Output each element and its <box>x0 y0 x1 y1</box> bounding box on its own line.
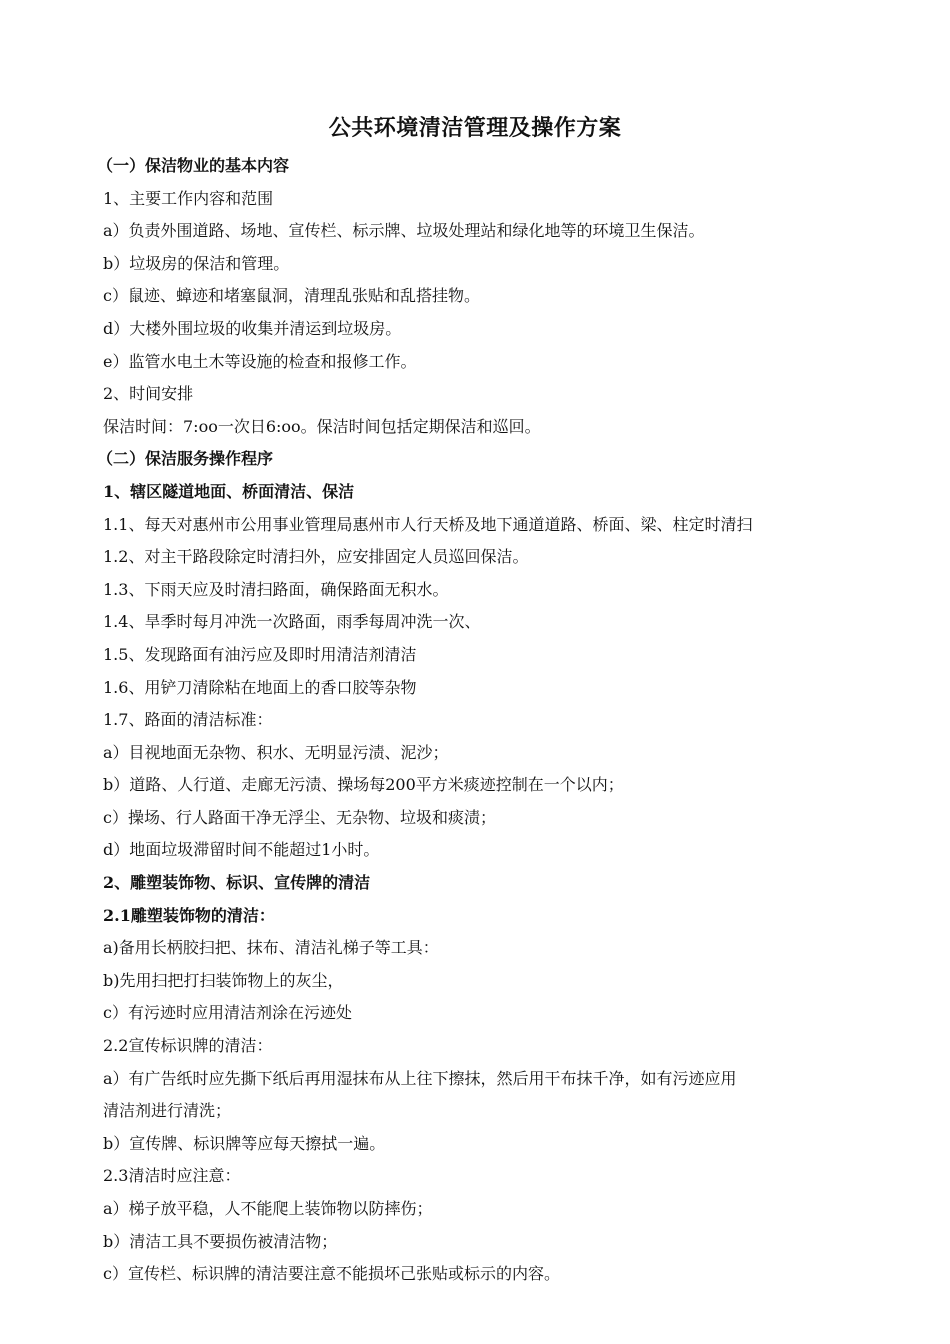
section-heading: （二）保洁服务操作程序 <box>97 449 274 469</box>
paragraph-line: 1.6、用铲刀清除粘在地面上的香口胶等杂物 <box>103 677 417 697</box>
section-heading: （一）保洁物业的基本内容 <box>97 156 290 175</box>
paragraph-line: 1.4、旱季时每月冲洗一次路面，雨季每周冲洗一次、 <box>103 612 481 632</box>
paragraph-line: a）目视地面无杂物、积水、无明显污渍、泥沙； <box>103 742 449 762</box>
paragraph-line: a）梯子放平稳，人不能爬上装饰物以防摔伤； <box>103 1199 433 1218</box>
paragraph-line: b）道路、人行道、走廊无污渍、操场每200平方米痰迹控制在一个以内； <box>103 775 624 795</box>
paragraph-line: e）监管水电土木等设施的检查和报修工作。 <box>103 351 417 371</box>
paragraph-line: c）操场、行人路面干净无浮尘、无杂物、垃圾和痰渍； <box>103 807 496 827</box>
paragraph-line: 1.3、下雨天应及时清扫路面，确保路面无积水。 <box>103 579 449 599</box>
paragraph-line: 2.3清洁时应注意： <box>103 1166 241 1186</box>
section-heading: 2.1雕塑装饰物的清洁： <box>103 905 275 925</box>
paragraph-line: b)先用扫把打扫装饰物上的灰尘， <box>103 970 344 990</box>
paragraph-line: d）大楼外围垃圾的收集并清运到垃圾房。 <box>103 318 402 338</box>
paragraph-line: 1、主要工作内容和范围 <box>103 188 274 208</box>
document-body <box>97 150 863 1291</box>
section-heading: 1、辖区隧道地面、桥面清洁、保洁 <box>103 481 355 501</box>
paragraph-line: b）宣传牌、标识牌等应每天擦拭一遍。 <box>103 1133 386 1153</box>
paragraph-line: a）有广告纸时应先撕下纸后再用湿抹布从上往下擦抹，然后用干布抹千净，如有污迹应用 <box>103 1068 737 1088</box>
paragraph-line: 保洁时间：7:oo一次日6:oo。保洁时间包括定期保洁和巡回。 <box>103 416 541 436</box>
paragraph-line: a)备用长柄胶扫把、抹布、清洁礼梯子等工具： <box>103 938 439 958</box>
paragraph-line: b）清洁工具不要损伤被清洁物； <box>103 1231 338 1251</box>
paragraph-line: c）鼠迹、蟑迹和堵塞鼠洞，清理乱张贴和乱搭挂物。 <box>103 286 480 306</box>
paragraph-line: 2.2宣传标识牌的清洁： <box>103 1036 273 1056</box>
paragraph-line: d）地面垃圾滞留时间不能超过1小时。 <box>103 840 380 860</box>
paragraph-line: 1.5、发现路面有油污应及即时用清洁剂清洁 <box>103 644 417 664</box>
paragraph-line: a）负责外围道路、场地、宣传栏、标示牌、垃圾处理站和绿化地等的环境卫生保洁。 <box>103 221 705 241</box>
paragraph-line: 1.2、对主干路段除定时清扫外，应安排固定人员巡回保洁。 <box>103 547 529 567</box>
paragraph-line: c）有污迹时应用清洁剂涂在污迹处 <box>103 1003 352 1023</box>
paragraph-line: 2、时间安排 <box>103 384 194 404</box>
paragraph-line: b）垃圾房的保洁和管理。 <box>103 253 290 273</box>
paragraph-line: 1.1、每天对惠州市公用事业管理局惠州市人行天桥及地下通道道路、桥面、梁、柱定时清扫 <box>103 514 753 534</box>
paragraph-line: 1.7、路面的清洁标准： <box>103 710 273 730</box>
section-heading: 2、雕塑装饰物、标识、宣传牌的清洁 <box>103 873 371 893</box>
paragraph-line: c）宣传栏、标识牌的清洁要注意不能损坏己张贴或标示的内容。 <box>103 1264 560 1284</box>
document-title: 公共环境清洁管理及操作方案 <box>328 115 622 141</box>
paragraph-line: 清洁剂进行清洗； <box>103 1101 232 1121</box>
